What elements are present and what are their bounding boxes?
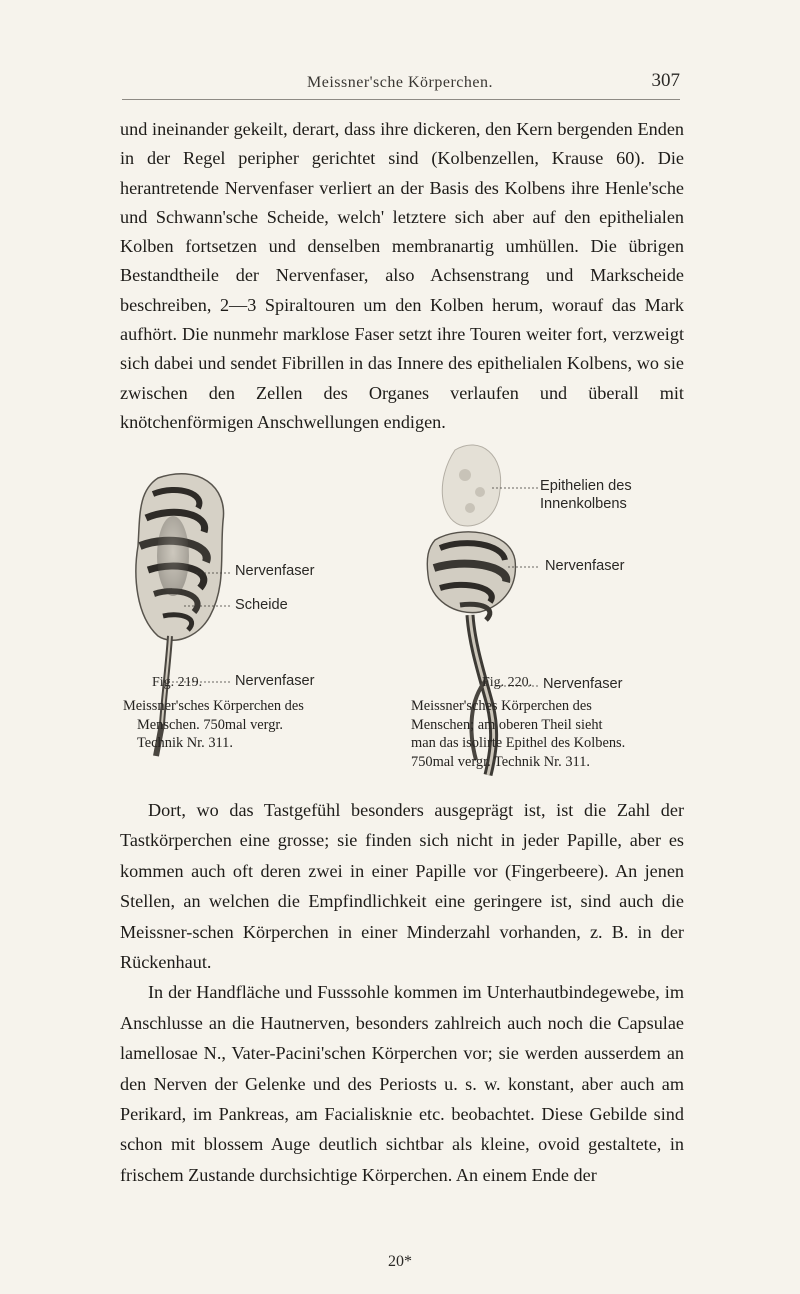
label-nervenfaser-4: Nervenfaser — [543, 676, 623, 692]
caption-219-line-2: Menschen. 750mal vergr. — [137, 716, 284, 733]
label-scheide: Scheide — [235, 597, 288, 613]
body-paragraph-2: Dort, wo das Tastgefühl besonders ausgeprägt ist, ist die Zahl der Tastkörperchen eine grosse; sie finden sich nicht in jeder Papille, aber es kommen auch oft deren zwei in einer Papille vor (Fingerbeere). An jenen Stellen, an welchen die Empfindlichkeit eine geringere ist, sind auch die Meissner-schen Körperchen in einer Minderzahl vorhanden, z. B. in der Rückenhaut. — [120, 800, 684, 973]
page-number: 307 — [651, 70, 680, 91]
caption-220-line-4: 750mal vergr. Technik Nr. 311. — [411, 753, 590, 770]
signature-mark: 20* — [388, 1253, 412, 1270]
caption-220-line-1: Meissner'sches Körperchen des — [411, 698, 592, 714]
caption-219-line-3: Technik Nr. 311. — [137, 735, 233, 752]
label-nervenfaser-2: Nervenfaser — [235, 673, 315, 689]
header-rule — [122, 99, 680, 100]
figure-220-number: Fig. 220. — [482, 675, 533, 690]
body-paragraph-1: und ineinander gekeilt, derart, dass ihre dickeren, den Kern bergenden Enden in der Regel peripher gerichtet sind (Kolbenzellen, Krause 60). Die herantretende Nervenfaser verliert an der Basis des Kolbens ihre Henle'sche und Schwann'sche Scheide, welch' letztere sich aber auf den epithelialen Kolben fortsetzen und denselben membranartig umhüllen. Die übrigen Bestandtheile der Nervenfaser, also Achsenstrang und Markscheide beschreiben, 2—3 Spiraltouren um den Kolben herum, worauf das Mark aufhört. Die nunmehr marklose Faser setzt ihre Touren weiter fort, verzweigt sich dabei und sendet Fibrillen in das Innere des epithelialen Kolbens, wo sie zwischen den Zellen des Organes verlaufen und überall mit knötchenförmigen Anschwellungen endigen. — [120, 119, 684, 432]
figure-219-number: Fig. 219. — [152, 675, 203, 690]
running-title: Meissner'sche Körperchen. — [307, 74, 493, 91]
caption-219-line-1: Meissner'sches Körperchen des — [123, 698, 304, 714]
body-text-lower — [120, 795, 684, 1190]
caption-220-line-3: man das isolirte Epithel des Kolbens. — [411, 735, 626, 752]
caption-220-line-2: Menschen; am oberen Theil sieht — [411, 716, 603, 733]
figure-219-caption — [123, 697, 323, 753]
label-nervenfaser-1: Nervenfaser — [235, 563, 315, 579]
figure-220-caption — [411, 697, 691, 771]
body-paragraph-3: In der Handfläche und Fusssohle kommen im Unterhautbindegewebe, im Anschlusse an die Hautnerven, besonders zahlreich auch noch die Capsulae lamellosae N., Vater-Pacini'schen Körperchen vor; sie werden ausserdem an den Nerven der Gelenke und des Periosts u. s. w. konstant, aber auch am Perikard, im Pankreas, am Facialisknie etc. beobachtet. Diese Gebilde sind schon mit blossem Auge deutlich sichtbar als kleine, ovoid gestaltete, in frischem Zustande durchsichtige Körperchen. An einem Ende der — [120, 982, 684, 1185]
label-nervenfaser-3: Nervenfaser — [545, 558, 625, 574]
label-epithelien-line-2: Innenkolbens — [540, 496, 627, 512]
label-epithelien-line-1: Epithelien des — [540, 478, 632, 494]
